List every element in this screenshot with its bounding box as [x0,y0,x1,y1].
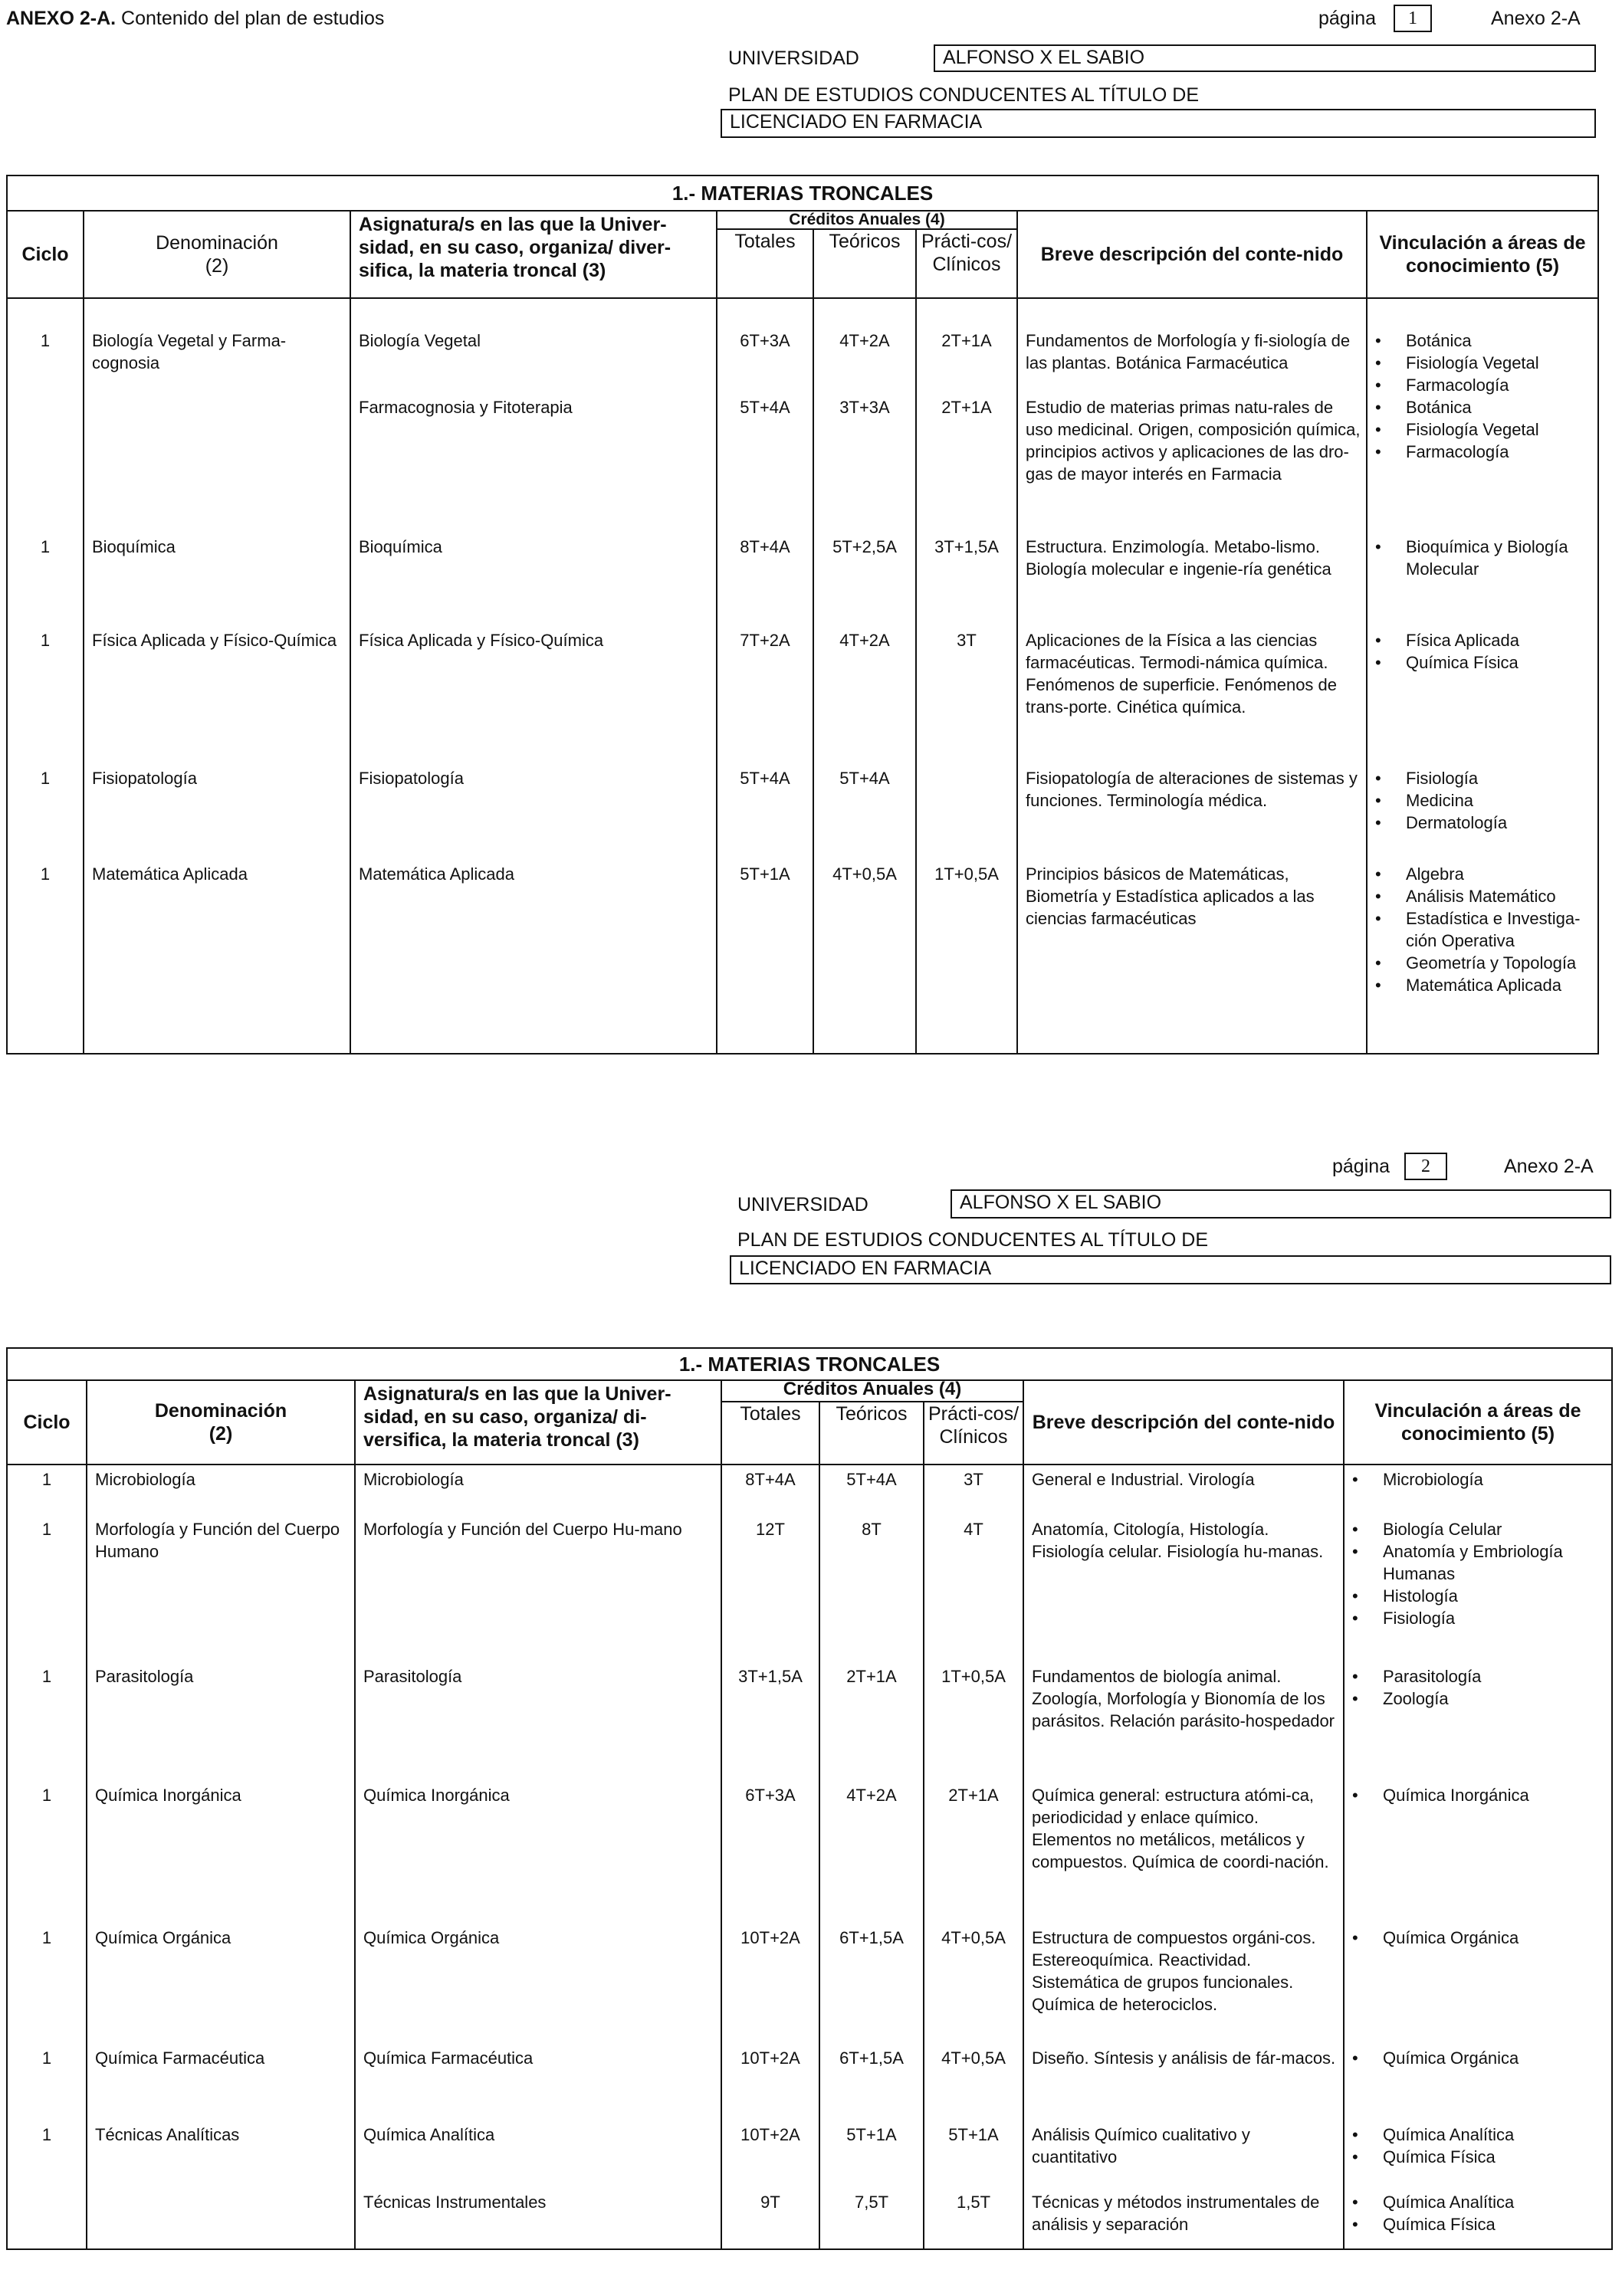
annex-reference: Anexo 2-A [1491,8,1581,29]
cell-asignatura: Farmacognosia y Fitoterapia [350,396,717,536]
area-item: • Anatomía y Embriología Humanas [1345,1540,1611,1585]
area-item: • Bioquímica y Biología Molecular [1368,536,1597,580]
area-item: • Botánica [1368,396,1597,418]
annex-description: Contenido del plan de estudios [121,8,385,29]
areas-list [1345,1665,1611,1710]
header-practicos: Prácti-cos/ Clínicos [924,1402,1023,1465]
cell-descripcion: Aplicaciones de la Física a las ciencias farmacéuticas. Termodi-námica química. Fenómenos de superficie. Fenómenos de trans-porte. Cinética química. [1017,629,1367,767]
area-item: • Fisiología Vegetal [1368,418,1597,441]
areas-list [1368,536,1597,580]
cell-vinculacion [1367,396,1598,536]
cell-asignatura: Biología Vegetal [350,298,717,396]
cell-denominacion: Biología Vegetal y Farma-cognosia [84,298,350,396]
annex-reference: Anexo 2-A [1504,1156,1594,1177]
area-item: • Física Aplicada [1368,629,1597,651]
table-body [7,1465,1612,2249]
cell-denominacion: Física Aplicada y Físico-Química [84,629,350,767]
plan-label: PLAN DE ESTUDIOS CONDUCENTES AL TÍTULO DE [728,84,1200,106]
area-item: • Zoología [1345,1688,1611,1710]
cell-vinculacion [1344,1924,1612,2044]
cell-practicos: 4T+0,5A [924,2044,1023,2121]
cell-totales: 5T+4A [717,396,813,536]
cell-totales: 3T+1,5A [721,1662,819,1781]
header-ciclo: Ciclo [7,211,84,298]
cell-teoricos: 3T+3A [813,396,916,536]
areas-list [1345,1518,1611,1629]
table-row [7,2044,1612,2121]
cell-descripcion: Fundamentos de Morfología y fi-siología de las plantas. Botánica Farmacéutica [1017,298,1367,396]
degree-name: LICENCIADO EN FARMACIA [730,1255,1611,1284]
page-label: página [1332,1156,1391,1177]
areas-list [1345,2124,1611,2168]
cell-denominacion: Fisiopatología [84,767,350,863]
area-item: • Análisis Matemático [1368,885,1597,907]
cell-descripcion: Anatomía, Citología, Histología. Fisiología celular. Fisiología hu-manas. [1023,1515,1344,1662]
header-denominacion-label: Denominación [154,1400,287,1422]
cell-practicos: 1T+0,5A [916,863,1017,1054]
cell-teoricos: 5T+1A [819,2121,924,2188]
header-denominacion-note: (2) [208,1423,233,1445]
area-item: • Química Inorgánica [1345,1784,1611,1806]
cell-denominacion: Matemática Aplicada [84,863,350,1054]
area-item: • Geometría y Topología [1368,952,1597,974]
cell-teoricos: 4T+2A [813,629,916,767]
cell-asignatura: Bioquímica [350,536,717,629]
header-practicos: Prácti-cos/ Clínicos [916,229,1017,298]
areas-list [1345,1784,1611,1806]
cell-teoricos: 6T+1,5A [819,2044,924,2121]
areas-list [1345,1468,1611,1491]
cell-teoricos: 4T+2A [813,298,916,396]
table-row [7,1515,1612,1662]
cell-practicos: 3T [924,1465,1023,1515]
cell-practicos: 1,5T [924,2188,1023,2249]
cell-practicos: 4T [924,1515,1023,1662]
cell-asignatura: Microbiología [355,1465,721,1515]
cell-ciclo: 1 [7,1924,87,2044]
cell-ciclo: 1 [7,863,84,1054]
table-row [7,1781,1612,1924]
cell-teoricos: 5T+4A [813,767,916,863]
areas-list [1368,330,1597,396]
university-label: UNIVERSIDAD [728,48,859,69]
cell-asignatura: Química Inorgánica [355,1781,721,1924]
area-item: • Química Orgánica [1345,1927,1611,1949]
area-item: • Química Orgánica [1345,2047,1611,2069]
table-title: 1.- MATERIAS TRONCALES [7,175,1598,211]
cell-descripcion: Técnicas y métodos instrumentales de análisis y separación [1023,2188,1344,2249]
plan-label: PLAN DE ESTUDIOS CONDUCENTES AL TÍTULO DE [737,1229,1209,1251]
area-item: • Botánica [1368,330,1597,352]
cell-denominacion: Bioquímica [84,536,350,629]
header-teoricos: Teóricos [819,1402,924,1465]
cell-vinculacion [1344,2121,1612,2188]
cell-ciclo: 1 [7,536,84,629]
cell-vinculacion [1367,863,1598,1054]
cell-denominacion [84,396,350,536]
table-row [7,2188,1612,2249]
cell-descripcion: Estructura. Enzimología. Metabo-lismo. Biología molecular e ingenie-ría genética [1017,536,1367,629]
area-item: • Biología Celular [1345,1518,1611,1540]
area-item: • Farmacología [1368,374,1597,396]
cell-vinculacion [1344,2188,1612,2249]
cell-vinculacion [1344,1515,1612,1662]
troncales-table [6,1347,1613,2250]
cell-practicos: 2T+1A [916,298,1017,396]
cell-teoricos: 8T [819,1515,924,1662]
cell-asignatura: Técnicas Instrumentales [355,2188,721,2249]
area-item: • Dermatología [1368,812,1597,834]
area-item: • Histología [1345,1585,1611,1607]
cell-ciclo: 1 [7,1662,87,1781]
header-denominacion [84,211,350,298]
table-row [7,536,1598,629]
cell-descripcion: Diseño. Síntesis y análisis de fár-macos. [1023,2044,1344,2121]
cell-totales: 8T+4A [717,536,813,629]
cell-asignatura: Química Analítica [355,2121,721,2188]
cell-practicos [916,767,1017,863]
cell-vinculacion [1344,1465,1612,1515]
cell-asignatura: Parasitología [355,1662,721,1781]
cell-practicos: 3T+1,5A [916,536,1017,629]
table-row [7,1662,1612,1781]
cell-practicos: 2T+1A [916,396,1017,536]
table-row [7,767,1598,863]
cell-vinculacion [1367,536,1598,629]
table-row [7,2121,1612,2188]
cell-denominacion: Química Farmacéutica [87,2044,355,2121]
areas-list [1345,2047,1611,2069]
cell-descripcion: Química general: estructura atómi-ca, periodicidad y enlace químico. Elementos no metálicos, metálicos y compuestos. Química de coordi-nación. [1023,1781,1344,1924]
cell-totales: 8T+4A [721,1465,819,1515]
cell-denominacion: Técnicas Analíticas [87,2121,355,2188]
cell-denominacion [87,2188,355,2249]
cell-teoricos: 4T+0,5A [813,863,916,1054]
table-row [7,863,1598,1054]
cell-totales: 5T+1A [717,863,813,1054]
cell-denominacion: Morfología y Función del Cuerpo Humano [87,1515,355,1662]
cell-totales: 10T+2A [721,2044,819,2121]
cell-descripcion: Análisis Químico cualitativo y cuantitativo [1023,2121,1344,2188]
cell-ciclo: 1 [7,298,84,396]
header-creditos: Créditos Anuales (4) [717,211,1017,229]
cell-practicos: 1T+0,5A [924,1662,1023,1781]
area-item: • Química Analítica [1345,2124,1611,2146]
area-item: • Microbiología [1345,1468,1611,1491]
university-name: ALFONSO X EL SABIO [934,44,1596,72]
page-number: 1 [1394,5,1432,32]
area-item: • Química Física [1368,651,1597,674]
area-item: • Estadística e Investiga-ción Operativa [1368,907,1597,952]
area-item: • Fisiología [1345,1607,1611,1629]
cell-totales: 9T [721,2188,819,2249]
areas-list [1368,629,1597,674]
cell-totales: 12T [721,1515,819,1662]
header-vinculacion: Vinculación a áreas de conocimiento (5) [1367,211,1598,298]
header-denominacion-label: Denominación [156,232,278,254]
cell-denominacion: Química Orgánica [87,1924,355,2044]
header-descripcion: Breve descripción del conte-nido [1023,1380,1344,1465]
header-descripcion: Breve descripción del conte-nido [1017,211,1367,298]
cell-teoricos: 6T+1,5A [819,1924,924,2044]
cell-ciclo: 1 [7,1781,87,1924]
cell-vinculacion [1367,298,1598,396]
cell-totales: 6T+3A [721,1781,819,1924]
cell-totales: 10T+2A [721,2121,819,2188]
cell-practicos: 4T+0,5A [924,1924,1023,2044]
cell-totales: 10T+2A [721,1924,819,2044]
cell-practicos: 5T+1A [924,2121,1023,2188]
cell-ciclo: 1 [7,2044,87,2121]
header-creditos: Créditos Anuales (4) [721,1380,1023,1402]
cell-teoricos: 7,5T [819,2188,924,2249]
cell-teoricos: 4T+2A [819,1781,924,1924]
cell-asignatura: Química Farmacéutica [355,2044,721,2121]
cell-teoricos: 5T+4A [819,1465,924,1515]
table-body [7,298,1598,1054]
cell-totales: 6T+3A [717,298,813,396]
cell-ciclo: 1 [7,1465,87,1515]
cell-ciclo: 1 [7,1515,87,1662]
cell-practicos: 2T+1A [924,1781,1023,1924]
cell-vinculacion [1344,1662,1612,1781]
header-asignatura: Asignatura/s en las que la Univer-sidad, en su caso, organiza/ di-versifica, la materia troncal (3) [355,1380,721,1465]
areas-list [1368,863,1597,996]
header-totales: Totales [717,229,813,298]
area-item: • Farmacología [1368,441,1597,463]
table-row [7,396,1598,536]
cell-descripcion: Fisiopatología de alteraciones de sistemas y funciones. Terminología médica. [1017,767,1367,863]
university-label: UNIVERSIDAD [737,1194,868,1215]
cell-vinculacion [1344,2044,1612,2121]
cell-denominacion: Microbiología [87,1465,355,1515]
cell-practicos: 3T [916,629,1017,767]
area-item: • Química Física [1345,2146,1611,2168]
area-item: • Fisiología [1368,767,1597,789]
table-row [7,1924,1612,2044]
cell-teoricos: 2T+1A [819,1662,924,1781]
table-row [7,629,1598,767]
cell-ciclo [7,2188,87,2249]
cell-asignatura: Matemática Aplicada [350,863,717,1054]
degree-name: LICENCIADO EN FARMACIA [721,109,1596,138]
header-denominacion [87,1380,355,1465]
cell-vinculacion [1344,1781,1612,1924]
area-item: • Química Analítica [1345,2191,1611,2213]
cell-asignatura: Fisiopatología [350,767,717,863]
page-label: página [1318,8,1377,29]
cell-descripcion: Estructura de compuestos orgáni-cos. Estereoquímica. Reactividad. Sistemática de grupos funcionales. Química de heterociclos. [1023,1924,1344,2044]
cell-descripcion: Principios básicos de Matemáticas, Biometría y Estadística aplicados a las ciencias farmacéuticas [1017,863,1367,1054]
cell-ciclo: 1 [7,629,84,767]
cell-denominacion: Parasitología [87,1662,355,1781]
cell-teoricos: 5T+2,5A [813,536,916,629]
table-row [7,1465,1612,1515]
areas-list [1345,2191,1611,2235]
troncales-table [6,175,1599,1055]
annex-heading [6,8,384,30]
university-name: ALFONSO X EL SABIO [951,1189,1611,1219]
cell-descripcion: General e Industrial. Virología [1023,1465,1344,1515]
area-item: • Matemática Aplicada [1368,974,1597,996]
area-item: • Algebra [1368,863,1597,885]
header-ciclo: Ciclo [7,1380,87,1465]
cell-totales: 5T+4A [717,767,813,863]
header-totales: Totales [721,1402,819,1465]
cell-vinculacion [1367,767,1598,863]
cell-denominacion: Química Inorgánica [87,1781,355,1924]
header-vinculacion: Vinculación a áreas de conocimiento (5) [1344,1380,1612,1465]
annex-label: ANEXO 2-A. [6,8,117,29]
cell-descripcion: Fundamentos de biología animal. Zoología, Morfología y Bionomía de los parásitos. Relación parásito-hospedador [1023,1662,1344,1781]
areas-list [1368,396,1597,463]
area-item: • Parasitología [1345,1665,1611,1688]
areas-list [1345,1927,1611,1949]
area-item: • Medicina [1368,789,1597,812]
header-teoricos: Teóricos [813,229,916,298]
header-denominacion-note: (2) [205,255,229,277]
area-item: • Fisiología Vegetal [1368,352,1597,374]
header-asignatura: Asignatura/s en las que la Univer-sidad, en su caso, organiza/ diver-sifica, la materia troncal (3) [350,211,717,298]
area-item: • Química Física [1345,2213,1611,2235]
cell-ciclo: 1 [7,2121,87,2188]
table-title: 1.- MATERIAS TRONCALES [7,1348,1612,1380]
cell-totales: 7T+2A [717,629,813,767]
cell-asignatura: Morfología y Función del Cuerpo Hu-mano [355,1515,721,1662]
cell-vinculacion [1367,629,1598,767]
cell-ciclo: 1 [7,767,84,863]
table-row [7,298,1598,396]
cell-descripcion: Estudio de materias primas natu-rales de uso medicinal. Origen, composición química, principios activos y aplicaciones de las dro-gas de mayor interés en Farmacia [1017,396,1367,536]
cell-asignatura: Física Aplicada y Físico-Química [350,629,717,767]
cell-ciclo [7,396,84,536]
page-number: 2 [1404,1153,1447,1180]
areas-list [1368,767,1597,834]
cell-asignatura: Química Orgánica [355,1924,721,2044]
